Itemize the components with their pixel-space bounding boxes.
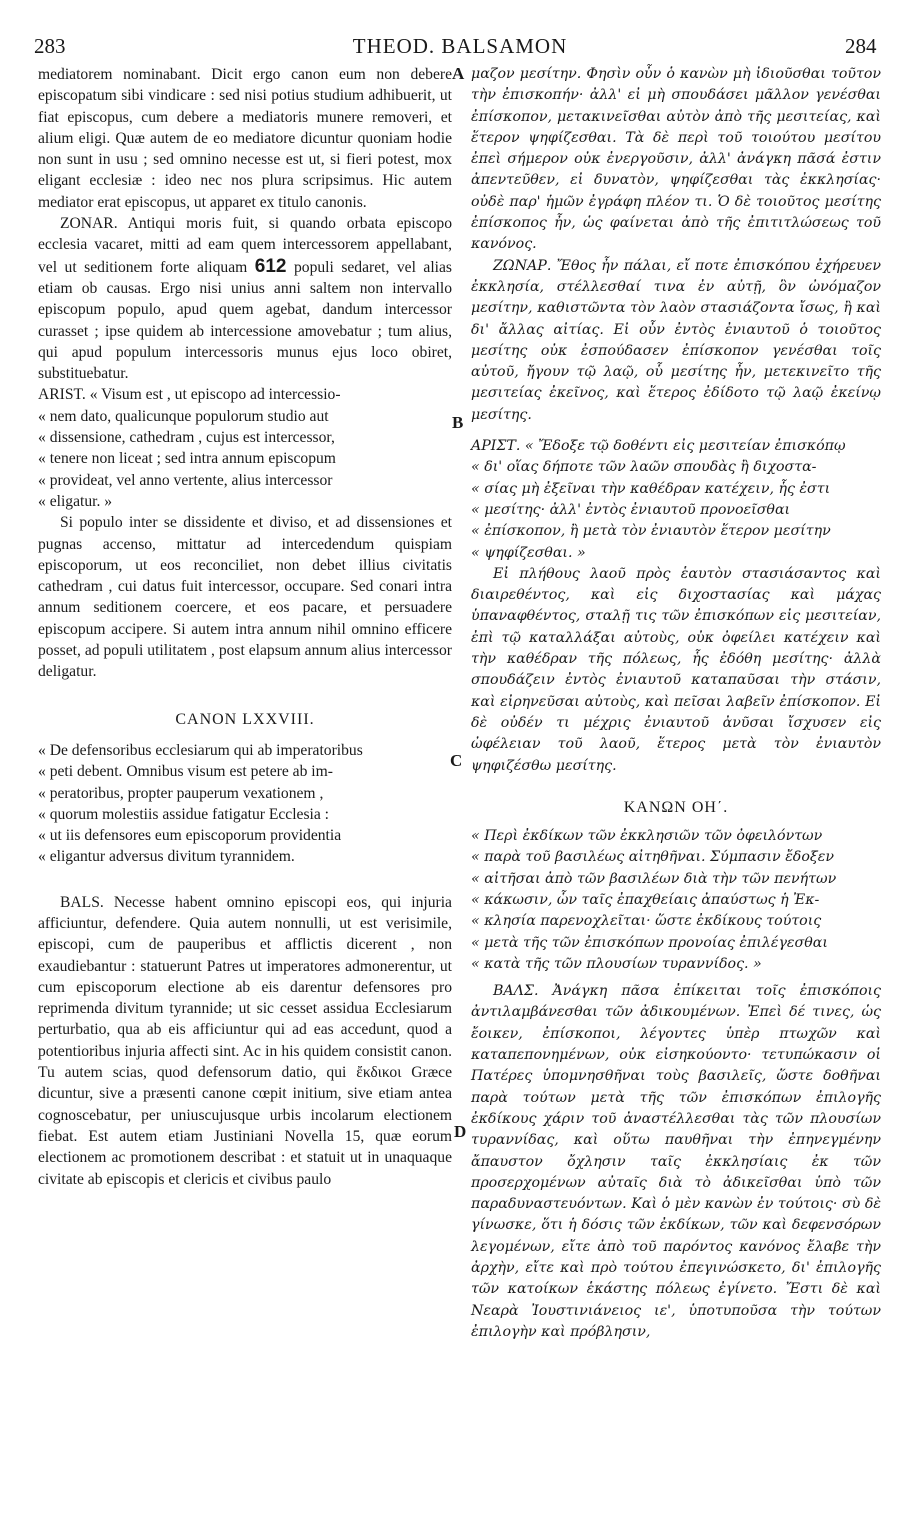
zonar-text-end: populi sedaret, vel alias etiam ob causas. Ergo nisi unius anni saltem non intervallo episcopum populo, apud quem agebat, dandum intercessor curasset ; ipse quidem ab intercessione amovebatur ; tum alius, qui apud populum intercessoris munus ejus loco obiret, substituebatur. (38, 258, 452, 383)
latin-paragraph-si-populo: Si populo inter se dissidente et diviso, et ad dissensiones et pugnas accenso, mittatur ad intercedendum quispiam episcoporum, ut eos reconciliet, non debet illius civitatis cathedram , cui datus fuit intercessor, occupare. Sed conari intra annum seditionem coercere, et eos pacare, et persuadere episcopum accipere. Si autem intra annum nihil omnino efficere posset, ad populi utilitatem , post elapsum annum alius intercessor deligatur. (38, 514, 452, 681)
margin-letter-a: A (452, 64, 465, 83)
arist-quote-line: « dissensione, cathedram , cujus est intercessor, (38, 429, 335, 447)
canon-line: « μετὰ τῆς τῶν ἐπισκόπων προνοίας ἐπιλέγεσθαι (471, 934, 828, 951)
arist-quote-line: « nem dato, qualicunque populorum studio aut (38, 407, 329, 425)
latin-zonaras-commentary (38, 213, 452, 384)
latin-paragraph-mediator: mediatorem nominabant. Dicit ergo canon eum non debere episcopatum sibi vindicare : sed nisi potius studium adhibuerit, ut fiat episcopus, cum debere a mediatoris munere removeri, et alium eligi. Quæ autem de eo mediatore dicuntur quoniam hodie non sunt in usu ; sed omnino necesse est ut, si fieri potest, mox eligant ecclesiæ : ideo nec nos plura scripsimus. Hic autem mediator erat episcopus, ut apparet ex titulo canonis. (38, 66, 452, 211)
arist-quote-line: « tenere non liceat ; sed intra annum episcopum (38, 450, 336, 468)
column-number-612: 612 (254, 255, 287, 277)
zonar-label: ZONAR. (60, 215, 118, 233)
canon-line: « eligantur adversus divitum tyrannidem. (38, 848, 295, 866)
zonar-label-greek: ΖΩΝΑΡ. (493, 257, 552, 274)
zonar-text-start: Antiqui moris fuit, si quando orbata episcopo ecclesia vacaret, mitti ad eam quem intercessorem appellabant, vel ut seditionem forte aliquam (38, 215, 453, 276)
arist-label-greek: ΑΡΙΣΤ. (471, 438, 521, 455)
greek-paragraph-ei-plethous: Εἰ πλήθους λαοῦ πρὸς ἑαυτὸν στασιάσαντος καὶ διαιρεθέντος, καὶ εἰς διχοστασίας καὶ μάχας ὑπαναφθέντος, σταλῇ τις τῶν ἐπισκόπων εἰς μεσιτείαν, ἐπὶ τῷ καταλλάξαι αὐτοὺς, οὐκ ὀφείλει κατέχειν καὶ τὴν καθέδραν τῆς πόλεως, ἧς ἐδόθη μεσίτης· ἀλλὰ σπουδάζειν ἐντὸς ἐνιαυτοῦ καταπαῦσαι τὴν στάσιν, καὶ εἰρηνεῦσαι αὐτοὺς, καὶ πεῖσαι λαβεῖν ἐπίσκοπον. Εἰ δὲ οὐδέν τι μέχρις ἐνιαυτοῦ ἀνῦσαι ἴσχυσεν εἰς ὠφέλειαν τοῦ λαοῦ, ἕτερος μετὰ τὸν ἐνιαυτὸν ψηφιζέσθω μεσίτης. (471, 565, 881, 774)
canon-line: « peratoribus, propter pauperum vexationem , (38, 784, 324, 802)
arist-quote-line: « μεσίτης· ἀλλ' ἐντὸς ἐνιαυτοῦ προνοεῖσθαι (471, 501, 791, 518)
bals-label-greek: ΒΑΛΣ. (493, 983, 539, 1000)
arist-quote-line: « σίας μὴ ἐξεῖναι τὴν καθέδραν κατέχειν, ἧς ἐστι (471, 480, 831, 497)
greek-balsamon-commentary (471, 981, 881, 1343)
arist-quote-line: « Ἔδοξε τῷ δοθέντι εἰς μεσιτείαν ἐπισκόπῳ (524, 438, 846, 455)
latin-balsamon-commentary (38, 892, 452, 1190)
arist-quote-line: « provideat, vel anno vertente, alius intercessor (38, 471, 333, 489)
canon-title-greek: ΚΑΝΩΝ ΟΗ΄. (623, 798, 729, 816)
zonar-text-greek: Ἔθος ἦν πάλαι, εἴ ποτε ἐπισκόπου ἐχήρευεν ἐκκλησία, στέλλεσθαί τινα ἐν αὐτῇ, ὃν ὠνόμαζον μεσίτην, καθιστῶντα τὸν λαὸν στασιάζοντα ἴσως, ἢ καὶ δι' ἄλλας αἰτίας. Εἰ οὖν ἐντὸς ἐνιαυτοῦ ὁ τοιοῦτος μεσίτης οὐκ ἐσπούδασεν ἐπίσκοπον γενέσθαι τοῖς αὐτοῦ, ἤγουν τῷ λαῷ, οὗ μεσίτης ἦν, μετεκινεῖτο τῆς μεσιτείας ἐκεῖνος, καὶ ἕτερος ἐδίδοτο τῷ λαῷ ἐκείνῳ μεσίτης. (471, 257, 882, 423)
latin-column (38, 64, 452, 1190)
canon-line: « quorum molestiis assidue fatigatur Ecclesia : (38, 805, 330, 823)
greek-zonaras-commentary (471, 256, 881, 426)
arist-quote-line: « eligatur. » (38, 492, 113, 510)
arist-quote-line: « Visum est , ut episcopo ad intercessio- (89, 386, 341, 404)
page-number-left: 283 (34, 34, 66, 58)
arist-quote-line: « δι' οἵας δήποτε τῶν λαῶν σπουδὰς ἢ διχοστα- (471, 459, 817, 476)
canon-line: « peti debent. Omnibus visum est petere ab im- (38, 763, 333, 781)
running-header (0, 34, 920, 62)
margin-letter-b: B (452, 413, 464, 432)
greek-aristenus-quote (471, 436, 881, 564)
canon-line: « κλησία παρενοχλεῖται· ὥστε ἐκδίκους τούτοις (471, 913, 822, 930)
bals-label: BALS. (60, 893, 104, 911)
canon-line: « Περὶ ἐκδίκων τῶν ἐκκλησιῶν τῶν ὀφειλόντων (471, 828, 823, 845)
bals-text-greek: Ἀνάγκη πᾶσα ἐπίκειται τοῖς ἐπισκόποις ἀντιλαμβάνεσθαι τῶν ἀδικουμένων. Ἐπεὶ δέ τινες, ὡς ἔοικεν, ἐπίσκοποι, λέγοντες ὑπὲρ πτωχῶν καὶ καταπεπονημένων, οὐκ εἰσηκούοντο· τετυπώκασιν οἱ Πατέρες ὑπομνησθῆναι τοὺς βασιλεῖς, ὥστε δοθῆναι παρὰ τούτων μετὰ τῆς τῶν ἐπισκόπων ἐπιλογῆς ἐκδίκους χάριν τοῦ ἀναστέλλεσθαι τὰς τῶν πλουσίων τυραννίδας, καὶ οὕτω παυθῆναι τὴν ἐπηνεγμένην ἄπαυστον ὄχλησιν ταῖς ἐκκλησίαις ἐκ τῶν προσερχομένων αὐταῖς διὰ τὸ ἀδικεῖσθαι ὑπὸ τῶν παραδυναστευόντων. Καὶ ὁ μὲν κανὼν ἐν τούτοις· σὺ δὲ γίνωσκε, ὅτι ἡ δόσις τῶν ἐκδίκων, τῶν καὶ δεφενσόρων λεγομένων, εἴτε ἀπὸ τοῦ παρόντος κανόνος ἔλαβε τὴν ἀρχὴν, εἴτε καὶ πρὸ τούτου ἐπεγινώσκετο, δι' ἐπιλογῆς τῶν κατοίκων ἑκάστης πόλεως ἐγίνετο. Ἔστι δὲ καὶ Νεαρὰ Ἰουστινιάνειος ιε', ὑποτυποῦσα τὴν τούτων ἐπιλογὴν καὶ πρόβλησιν, (471, 983, 881, 1340)
canon-line: « κατὰ τῆς τῶν πλουσίων τυραννίδος. » (471, 955, 762, 972)
arist-label: ARIST. (38, 386, 86, 404)
bals-text: Necesse habent omnino episcopi eos, qui injuria afficiuntur, defendere. Quia autem nonnulli, ut est verisimile, episcopi, cum de pauperibus et afflictis dicerent , non exaudiebantur : statuerunt Patres ut imperatores admonerentur, ut cum episcoporum electione ab eis darentur defensores pro reprimenda divitum tyrannide; ut sic cesset assidua Ecclesiarum perturbatio, qua ab eis afficiuntur qui ad eas accedunt, quod a potentioribus injuria affecti sint. Ac in his quidem consistit canon. Tu autem scias, quod defensorum datio, qui ἔκδικοι Græce dicuntur, sive a præsenti canone cœpit initium, sive etiam antea cognoscebatur, per uniuscujusque urbis incolarum electionem fiebat. Est autem etiam Justiniani Novella 15, quæ eorum electionem ac promotionem describat : et statuit ut in unaquaque civitate ab episcopis et clericis et civibus paulo (38, 893, 452, 1188)
canon-line: « κάκωσιν, ὧν ταῖς ἐπαχθείαις ἀπαύστως ἡ Ἐκ- (471, 891, 820, 908)
canon-line: « αἰτῆσαι ἀπὸ τῶν βασιλέων διὰ τὴν τῶν πενήτων (471, 870, 837, 887)
latin-canon-text (38, 740, 452, 868)
latin-aristenus-quote (38, 384, 452, 512)
canon-line: « παρὰ τοῦ βασιλέως αἰτηθῆναι. Σύμπασιν ἔδοξεν (471, 849, 834, 866)
margin-letter-d: D (454, 1122, 467, 1141)
greek-paragraph-mediator: μαζον μεσίτην. Φησὶν οὖν ὁ κανὼν μὴ ἰδιοῦσθαι τοῦτον τὴν ἐπισκοπήν· ἀλλ' εἰ μὴ σπουδάσει μᾶλλον γενέσθαι ἐπίσκοπον, μετακινεῖσθαι αὐτὸν ἀπὸ τῆς μεσιτείας, καὶ ἕτερον ψηφίζεσθαι. Τὰ δὲ περὶ τοῦ τοιούτου μεσίτου ἐπεὶ σήμερον οὐκ ἐνεργοῦσιν, ἀλλ' ἀνάγκη πᾶσά ἐστιν ἀπεντεῦθεν, εἰ δυνατὸν, ψηφίζεσθαι τὰς ἐκκλησίας· οὐδὲ παρ' ἡμῶν ἐγράφη πλέον τι. Ὁ δὲ τοιοῦτος μεσίτης ἐπίσκοπος ἦν, ὡς φαίνεται ἀπὸ τῆς ἐπιτιτλώσεως τοῦ κανόνος. (471, 66, 881, 253)
canon-title-latin: CANON LXXVIII. (175, 710, 315, 728)
greek-column (471, 64, 881, 1343)
canon-line: « De defensoribus ecclesiarum qui ab imperatoribus (38, 741, 363, 759)
page-number-right: 284 (845, 34, 877, 58)
greek-canon-text (471, 826, 881, 975)
arist-quote-line: « ἐπίσκοπον, ἢ μετὰ τὸν ἐνιαυτὸν ἕτερον μεσίτην (471, 523, 831, 540)
margin-letter-c: C (450, 751, 463, 770)
canon-line: « ut iis defensores eum episcoporum providentia (38, 827, 342, 845)
arist-quote-line: « ψηφίζεσθαι. » (471, 544, 586, 561)
running-title: THEOD. BALSAMON (352, 34, 568, 58)
